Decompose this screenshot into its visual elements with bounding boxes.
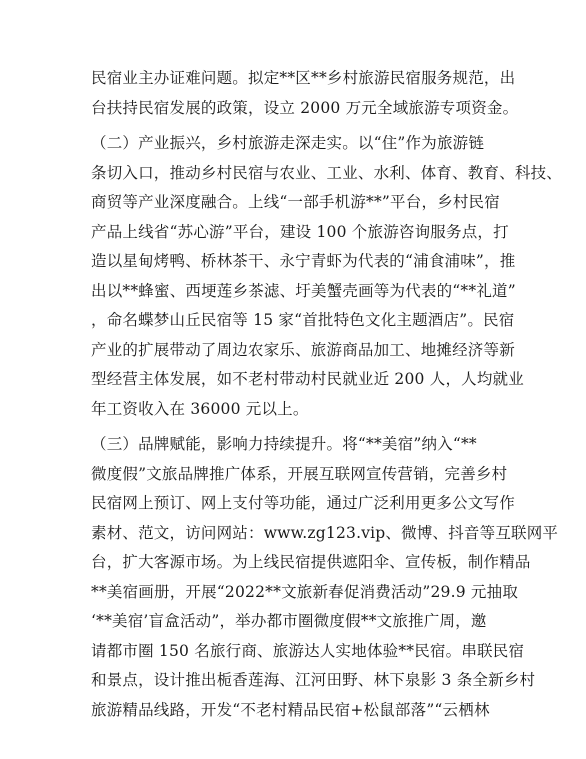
text-line: 商贸等产业深度融合。上线“一部手机游**”平台，乡村民宿	[91, 193, 500, 211]
text-line: 旅游精品线路，开发“不老村精品民宿+松鼠部落”“云栖林	[91, 700, 490, 719]
text-line: 民宿网上预订、网上支付等功能，通过广泛利用更多公文写作	[91, 494, 515, 512]
paragraph-industry-revitalization	[91, 129, 563, 424]
text-line: 型经营主体发展，如不老村带动村民就业近 200 人，人均就业	[91, 370, 524, 388]
text-line: 台扶持民宿发展的政策，设立 2000 万元全域旅游专项资金。	[91, 98, 519, 117]
document-body	[91, 64, 563, 725]
paragraph-policy	[91, 64, 519, 123]
text-line: 和景点，设计推出栀香莲海、江河田野、林下泉影 3 条全新乡村	[91, 671, 536, 689]
text-line: 年工资收入在 36000 元以上。	[91, 399, 309, 418]
text-line: （二）产业振兴，乡村旅游走深走实。以“住”作为旅游链	[91, 134, 485, 152]
text-line: 民宿业主办证难问题。拟定**区**乡村旅游民宿服务规范，出	[91, 69, 516, 87]
text-line: 条切入口，推动乡村民宿与农业、工业、水利、体育、教育、科技、	[91, 163, 563, 182]
text-line: 微度假”文旅品牌推广体系，开展互联网宣传营销，完善乡村	[91, 464, 508, 483]
text-line: 出以**蜂蜜、西埂莲乡茶滤、圩美蟹壳画等为代表的“**礼道”	[91, 281, 516, 300]
text-line: 台，扩大客源市场。为上线民宿提供遮阳伞、宣传板，制作精品	[91, 553, 531, 571]
text-line: 产品上线省“苏心游”平台，建设 100 个旅游咨询服务点，打	[91, 222, 509, 241]
text-line: **美宿画册，开展“2022**文旅新春促消费活动”29.9 元抽取	[91, 582, 519, 601]
text-line: （三）品牌赋能，影响力持续提升。将“**美宿”纳入“**	[91, 435, 477, 453]
paragraph-brand-empowerment	[91, 430, 559, 725]
text-line: ‘**美宿’盲盒活动”，举办都市圈微度假**文旅推广周，邀	[91, 612, 487, 630]
text-line: 请都市圈 150 名旅行商、旅游达人实地体验**民宿。串联民宿	[91, 641, 525, 660]
text-line: 造以星甸烤鸭、桥林茶干、永宁青虾为代表的“浦食浦味”，推	[91, 252, 516, 270]
text-line: 素材、范文，访问网站：www.zg123.vip、微博、抖音等互联网平	[91, 523, 559, 542]
text-line: ，命名蝶梦山丘民宿等 15 家“首批特色文化主题酒店”。民宿	[91, 311, 515, 329]
text-line: 产业的扩展带动了周边农家乐、旅游商品加工、地摊经济等新	[91, 340, 515, 359]
